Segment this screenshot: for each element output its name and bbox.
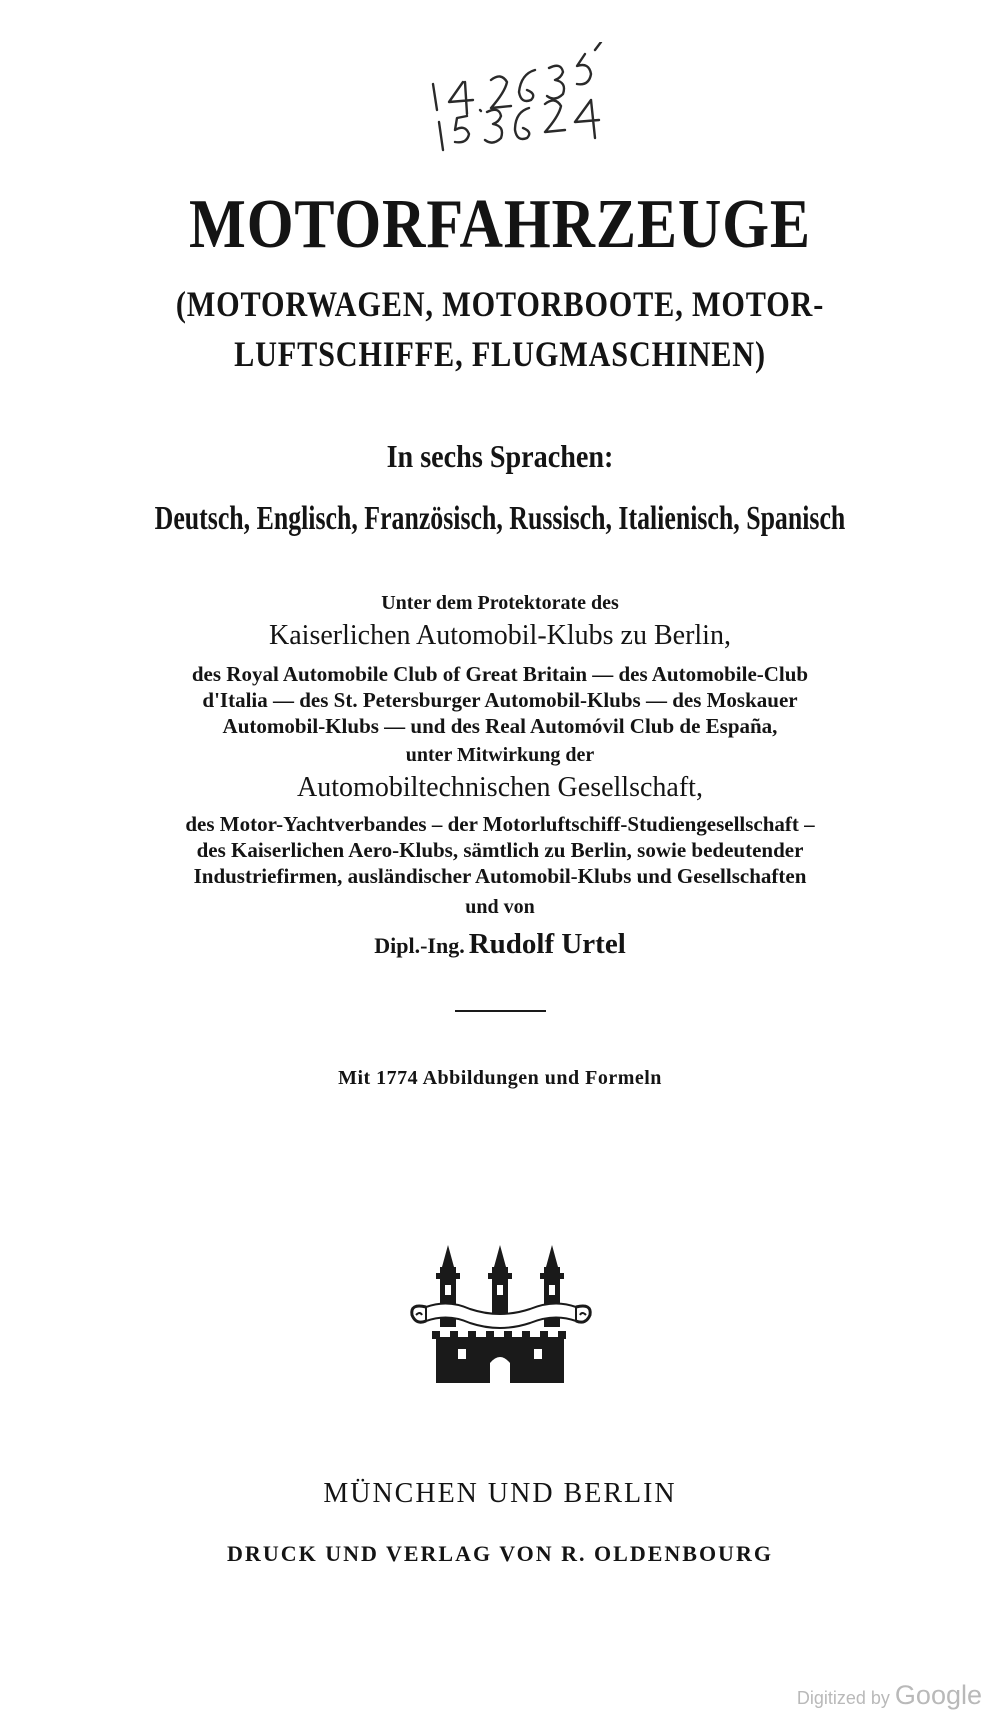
main-club: Kaiserlichen Automobil-Klubs zu Berlin, <box>269 620 731 651</box>
subtitle-line-1: (MOTORWAGEN, MOTORBOOTE, MOTOR- <box>175 284 825 324</box>
and-by: und von <box>465 896 535 918</box>
others-line-1: des Motor-Yachtverbandes – der Motorluftschiff-Studiengesellschaft – <box>185 812 815 836</box>
illustrations-note: Mit 1774 Abbildungen und Formeln <box>338 1067 662 1089</box>
clubs-line-2: d'Italia — des St. Petersburger Automobil-Klubs — des Moskauer <box>202 688 798 712</box>
clubs-line-3: Automobil-Klubs — und des Real Automóvil Club de España, <box>222 714 778 738</box>
cooperation-intro: unter Mitwirkung der <box>405 744 595 766</box>
languages-heading: In sechs Sprachen: <box>386 438 614 474</box>
publisher-castle-emblem <box>408 1245 593 1385</box>
author-line <box>0 930 1000 959</box>
others-line-3: Industriefirmen, ausländischer Automobil-Klubs und Gesellschaften <box>193 864 807 888</box>
society-name: Automobiltechnischen Gesellschaft, <box>297 772 703 803</box>
author-prefix: Dipl.-Ing. <box>374 933 465 958</box>
handwriting-drawing <box>425 42 655 152</box>
digitization-watermark <box>797 1680 982 1711</box>
castle-icon <box>408 1245 593 1385</box>
subtitle-line-2: LUFTSCHIFFE, FLUGMASCHINEN) <box>234 334 766 374</box>
book-title: MOTORFAHRZEUGE <box>189 186 811 263</box>
others-line-2: des Kaiserlichen Aero-Klubs, sämtlich zu Berlin, sowie bedeutender <box>196 838 804 862</box>
watermark-prefix: Digitized by <box>796 1688 890 1708</box>
author-name: Rudolf Urtel <box>468 928 626 960</box>
handwritten-catalog-number <box>425 42 655 152</box>
publisher-name: DRUCK UND VERLAG VON R. OLDENBOURG <box>227 1541 773 1566</box>
watermark-brand: Google <box>894 1680 982 1710</box>
patronage-intro: Unter dem Protektorate des <box>381 592 619 614</box>
clubs-line-1: des Royal Automobile Club of Great Britain — des Automobile-Club <box>191 662 809 686</box>
separator-rule <box>455 1010 546 1012</box>
languages-list: Deutsch, Englisch, Französisch, Russisch, Italienisch, Spanisch <box>154 500 846 537</box>
publication-place: MÜNCHEN UND BERLIN <box>323 1478 677 1509</box>
